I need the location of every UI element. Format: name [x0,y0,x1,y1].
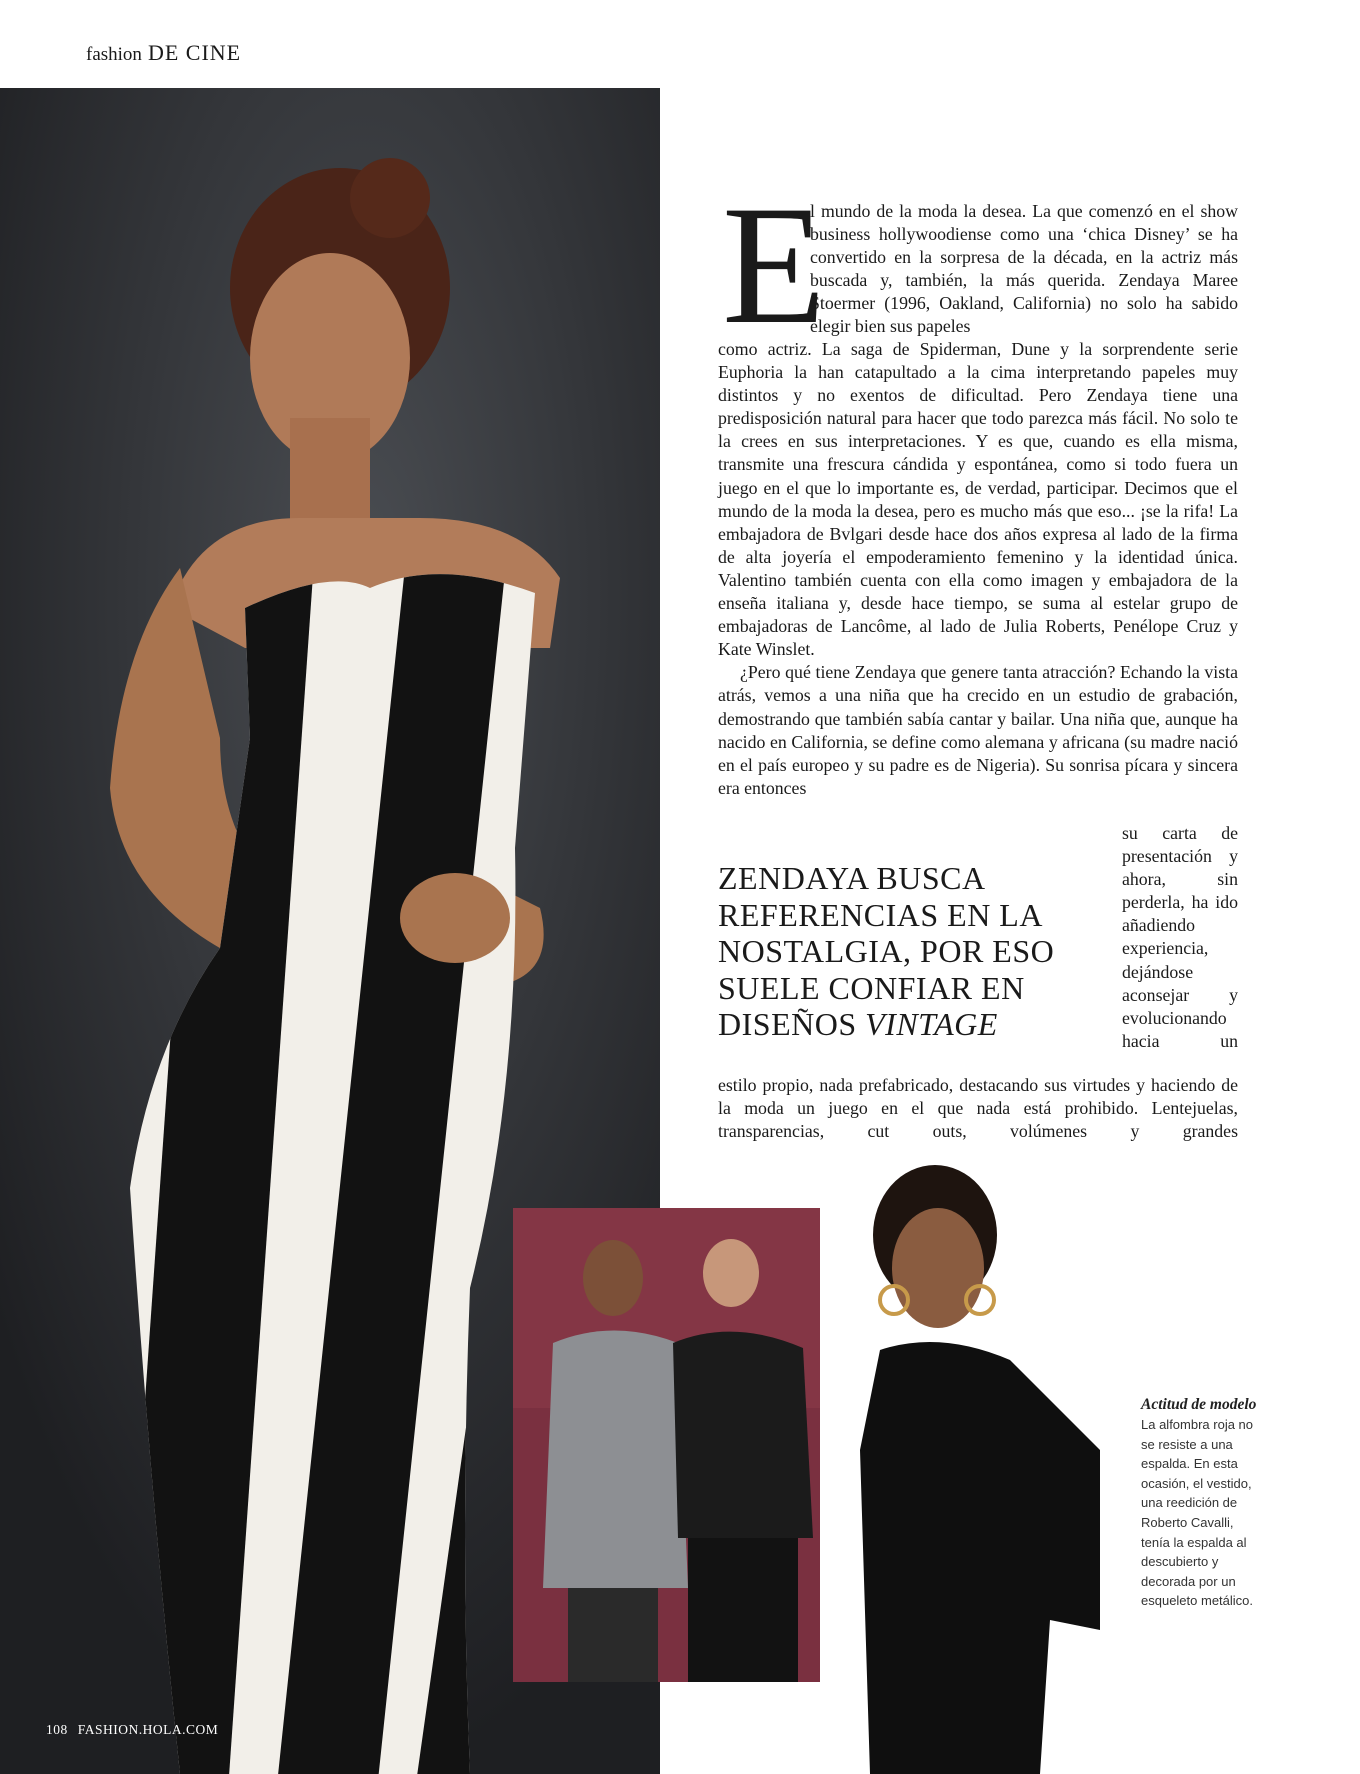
header-brand: fashion [86,44,142,65]
article-opening [810,200,1238,339]
article-body [718,338,1238,800]
running-header [86,40,241,66]
photo-caption [1141,1395,1259,1611]
black-dress-photo [820,1150,1120,1774]
page-footer [46,1722,218,1738]
narrow-column: su carta de presentación y ahora, sin perderla, ha ido añadiendo experiencia, dejándose aconsejar y evolucionando hacia un [1122,823,1238,1051]
pull-quote [718,860,1098,1043]
footer-site: FASHION.HOLA.COM [77,1722,219,1737]
caption-title: Actitud de modelo [1141,1396,1257,1413]
couple-photo-illustration [513,1208,850,1682]
caption-text: La alfombra roja no se resiste a una espalda. En esta ocasión, el vestido, una reedición de Roberto Cavalli, tenía la espalda al descubierto y decorada por un esqueleto metálico. [1141,1417,1254,1609]
paragraph-1: como actriz. La saga de Spiderman, Dune y la sorprendente serie Euphoria la han catapultado a la cima interpretando papeles muy distintos y no exentos de dificultad. Pero Zendaya tiene una predisposición natural para hacer que todo parezca más fácil. No solo te la crees en sus interpretaciones. Y es que, cuando es ella misma, transmite una frescura cándida y espontánea, como si todo fuera un juego en el que lo importante es, de verdad, participar. Decimos que el mundo de la moda la desea, pero es mucho más que eso... ¡se la rifa! La embajadora de Bvlgari desde hace dos años expresa al lado de la firma de alta joyería el empoderamiento femenino y la identidad única. Valentino también cuenta con ella como imagen y embajadora de la enseña italiana y, desde hace tiempo, se suma al estelar grupo de embajadoras de Lancôme, al lado de Julia Roberts, Penélope Cruz y Kate Winslet. [718,339,1238,660]
page-number: 108 [46,1722,68,1737]
header-section: DE CINE [147,40,242,65]
pull-quote-text: ZENDAYA BUSCA REFERENCIAS EN LA NOSTALGIA, POR ESO SUELE CONFIAR EN DISEÑOS [718,860,1055,1042]
black-dress-photo-illustration [820,1150,1120,1774]
paragraph-2-end: estilo propio, nada prefabricado, destacando sus virtudes y haciendo de la moda un juego en el que nada está prohibido. Lentejuelas, transparencias, cut outs, volúmenes y grandes [718,1075,1238,1142]
paragraph-2: ¿Pero qué tiene Zendaya que genere tanta atracción? Echando la vista atrás, vemos a una niña que ha crecido en un estudio de grabación, demostrando que también sabía cantar y bailar. Una niña que, aunque ha nacido en California, se define como alemana y africana (su madre nació en el país europeo y su padre es de Nigeria). Su sonrisa pícara y sincera era entonces [718,662,1238,798]
drop-cap: E [722,171,826,359]
pull-quote-italic: VINTAGE [865,1006,998,1042]
opening-lines: l mundo de la moda la desea. La que comenzó en el show business hollywoodiense como una ‘chica Disney’ se ha convertido en la sorpresa de la década, en la actriz más buscada y, también, la más querida. Zendaya Maree Stoermer (1996, Oakland, California) no solo ha sabido elegir bien sus papeles [810,201,1238,337]
couple-photo [513,1208,850,1682]
